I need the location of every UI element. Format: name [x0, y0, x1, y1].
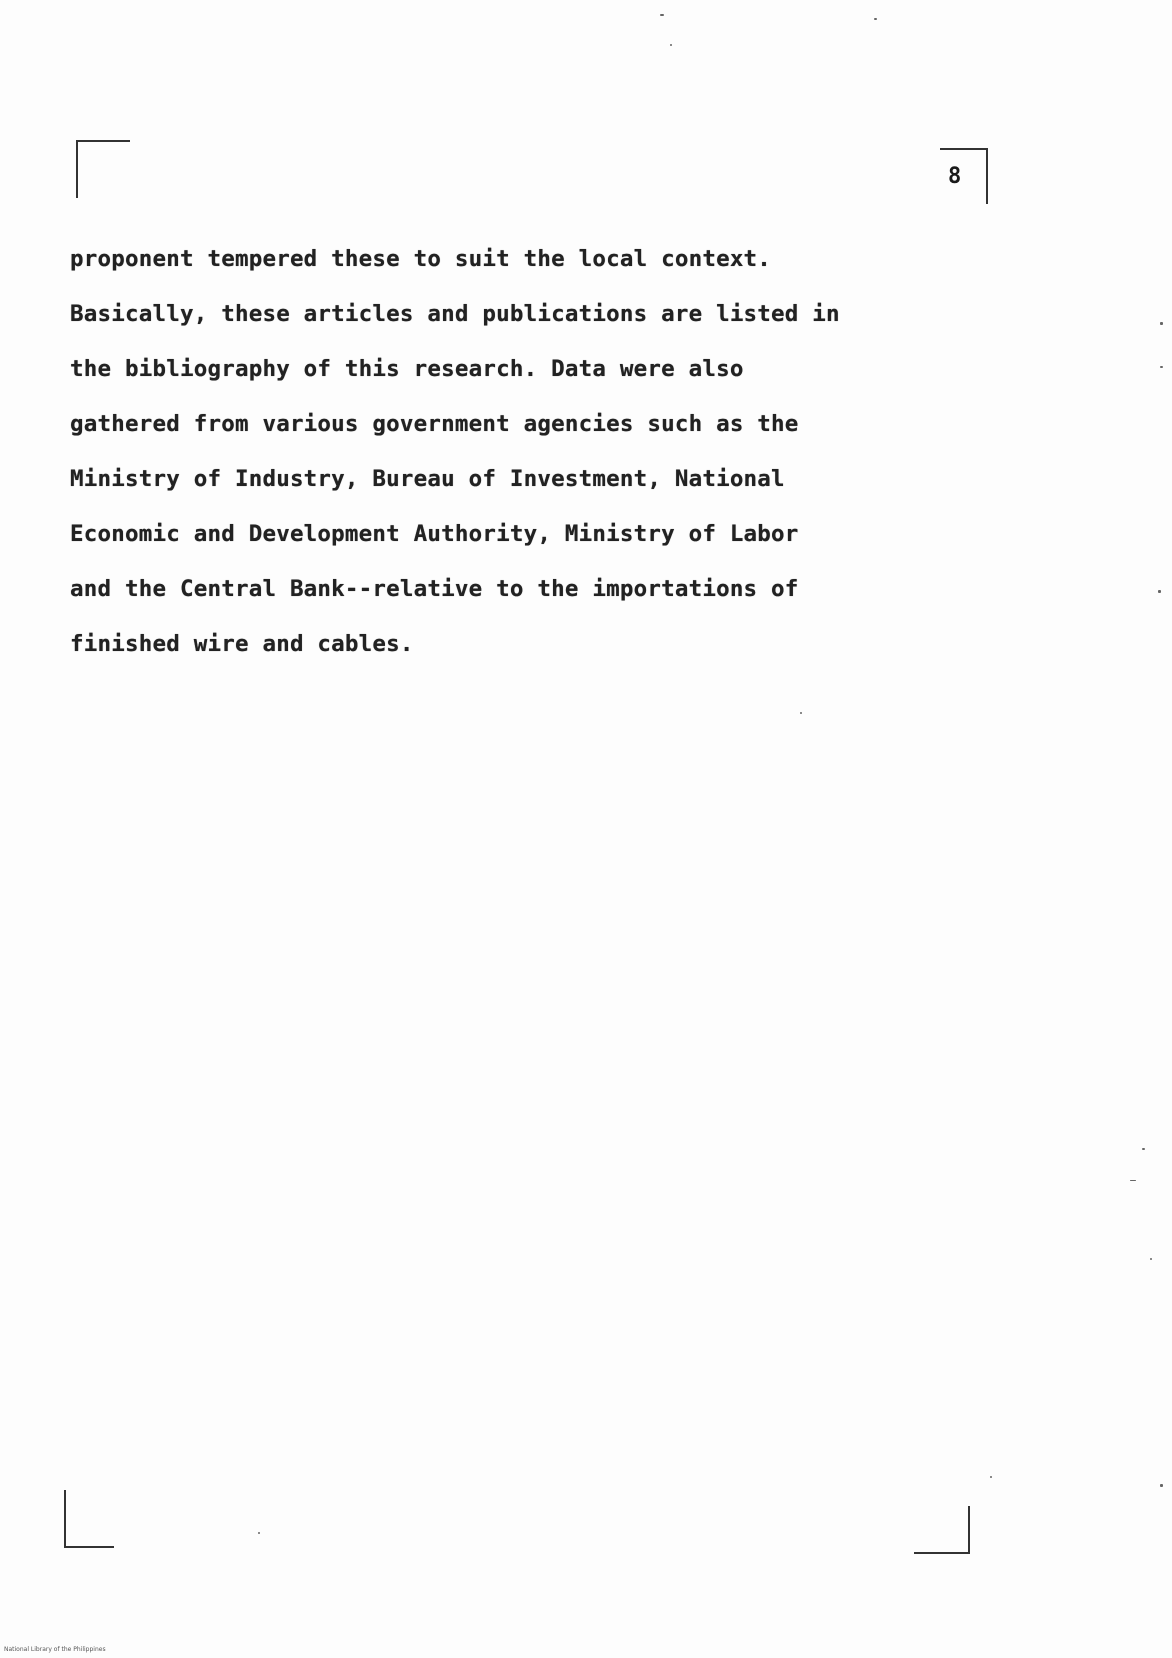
scan-speck: [874, 18, 877, 20]
crop-mark-bottom-right: [914, 1506, 970, 1554]
scan-speck: [1160, 366, 1163, 368]
text-line: gathered from various government agencies such as the: [70, 411, 799, 437]
body-paragraph: [70, 232, 1010, 672]
scan-speck: [1130, 1180, 1136, 1181]
scan-speck: [1142, 1148, 1145, 1150]
scan-speck: [670, 44, 672, 46]
crop-mark-bottom-left: [64, 1490, 114, 1548]
text-line: and the Central Bank--relative to the importations of: [70, 576, 799, 602]
page-number: 8: [948, 164, 962, 189]
scan-speck: [1150, 1258, 1152, 1260]
scan-speck: [800, 712, 802, 714]
text-line: proponent tempered these to suit the local context.: [70, 246, 772, 272]
scan-speck: [1160, 1484, 1163, 1487]
text-line: the bibliography of this research. Data were also: [70, 356, 744, 382]
text-line: finished wire and cables.: [70, 631, 414, 657]
scan-speck: [258, 1532, 260, 1534]
text-line: Ministry of Industry, Bureau of Investment, National: [70, 466, 785, 492]
scan-speck: [660, 14, 664, 16]
text-line: Economic and Development Authority, Ministry of Labor: [70, 521, 799, 547]
crop-mark-top-left: [76, 140, 130, 198]
scan-speck: [990, 1476, 992, 1478]
scan-speck: [1160, 322, 1163, 325]
scan-speck: [1158, 590, 1161, 593]
footer-watermark: National Library of the Philippines: [4, 1646, 106, 1653]
text-line: Basically, these articles and publications are listed in: [70, 301, 840, 327]
